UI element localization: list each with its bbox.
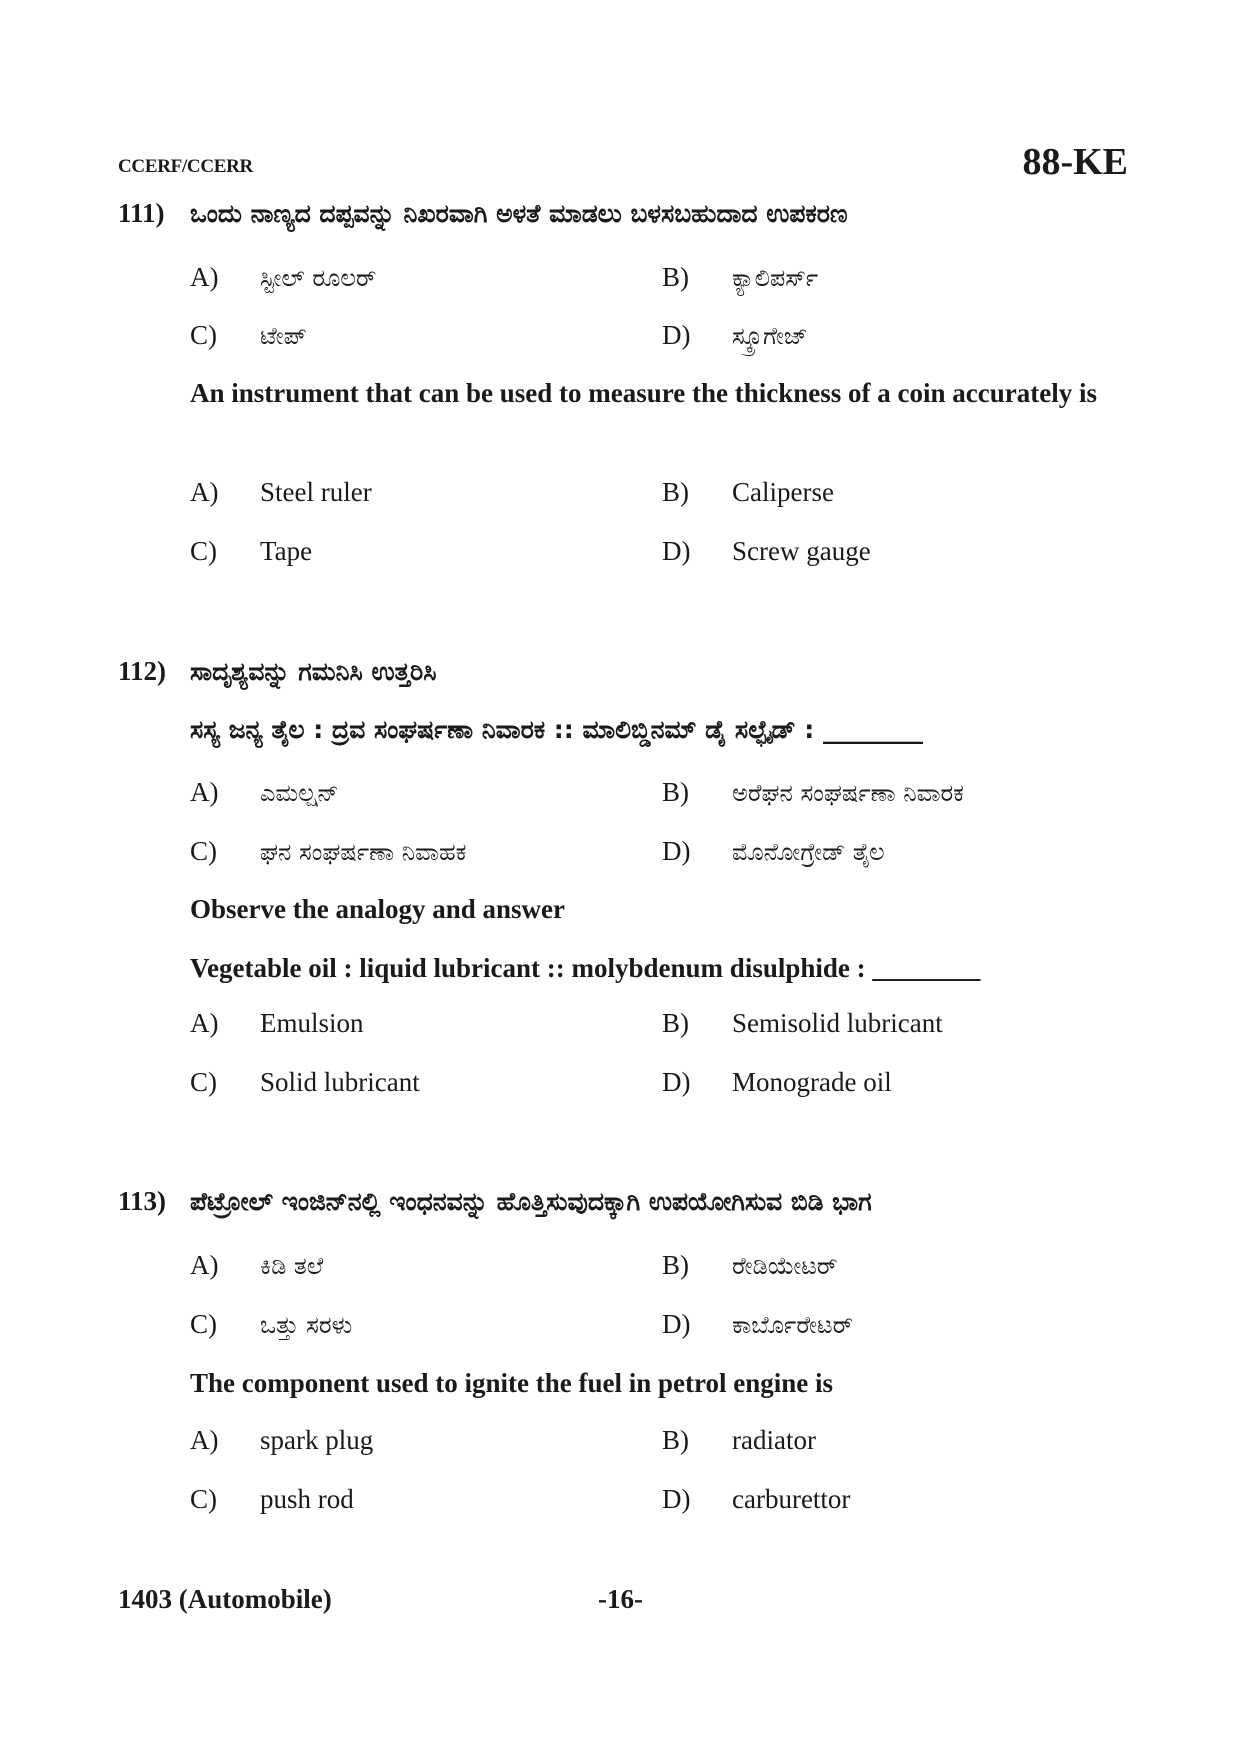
question-text: ಸಾದೃಶ್ಯವನ್ನು ಗಮನಿಸಿ ಉತ್ತರಿಸಿ [190,657,437,686]
option-b-kannada[interactable]: B) ಅರೆಘನ ಸಂಘರ್ಷಣಾ ನಿವಾರಕ [662,777,964,807]
option-d-english[interactable]: D) carburettor [662,1484,851,1514]
question-113-english: The component used to ignite the fuel in petrol engine is [190,1368,834,1398]
question-112-analogy-english: Vegetable oil : liquid lubricant :: molybdenum disulphide : ________ [190,953,981,983]
series-code: 88-KE [1022,141,1128,183]
option-d-kannada[interactable]: D) ಕಾರ್ಬೊರೇಟರ್ [662,1309,854,1339]
option-d-english[interactable]: D) Monograde oil [662,1067,892,1097]
option-a-english[interactable]: A) Emulsion [190,1008,364,1038]
option-d-kannada[interactable]: D) ಸ್ಕ್ರೂಗೇಜ್ [662,320,808,350]
option-d-kannada[interactable]: D) ಮೊನೋಗ್ರೇಡ್ ತೈಲ [662,836,885,866]
page-number: -16- [598,1584,643,1614]
question-111-english: An instrument that can be used to measure the thickness of a coin accurately is [190,378,1097,408]
option-b-kannada[interactable]: B) ಕ್ಯಾಲಿಪರ್ಸ್ [662,262,819,292]
question-number: 113) [118,1186,167,1216]
option-b-english[interactable]: B) Semisolid lubricant [662,1008,943,1038]
paper-code: CCERF/CCERR [118,156,253,177]
question-text: ಪೆಟ್ರೋಲ್ ಇಂಜಿನ್‌ನಲ್ಲಿ ಇಂಧನವನ್ನು ಹೊತ್ತಿಸುವುದಕ್ಕಾಗಿ ಉಪಯೋಗಿಸುವ ಬಿಡಿ ಭಾಗ [190,1187,872,1216]
option-c-english[interactable]: C) Solid lubricant [190,1067,420,1097]
option-a-kannada[interactable]: A) ಕಿಡಿ ತಲೆ [190,1250,324,1280]
option-a-kannada[interactable]: A) ಎಮಲ್ಷನ್ [190,777,339,807]
question-text: ಒಂದು ನಾಣ್ಯದ ದಪ್ಪವನ್ನು ನಿಖರವಾಗಿ ಅಳತೆ ಮಾಡಲು ಬಳಸಬಹುದಾದ ಉಪಕರಣ [190,199,848,228]
option-c-kannada[interactable]: C) ಟೇಪ್ [190,320,307,350]
option-c-english[interactable]: C) push rod [190,1484,354,1514]
option-b-english[interactable]: B) Caliperse [662,477,834,507]
footer-subject: 1403 (Automobile) [118,1584,332,1614]
option-a-kannada[interactable]: A) ಸ್ಟೀಲ್ ರೂಲರ್ [190,262,377,292]
question-112-english: Observe the analogy and answer [190,894,566,924]
option-c-kannada[interactable]: C) ಒತ್ತು ಸರಳು [190,1309,353,1339]
option-a-english[interactable]: A) Steel ruler [190,477,372,507]
question-113-kannada [118,1186,872,1217]
question-112-analogy-kannada: ಸಸ್ಯ ಜನ್ಯ ತೈಲ : ದ್ರವ ಸಂಘರ್ಷಣಾ ನಿವಾರಕ :: ಮಾಲಿಬ್ಡಿನಮ್ ಡೈ ಸಲ್ಫೈಡ್ : ________ [190,715,923,744]
option-b-english[interactable]: B) radiator [662,1425,816,1455]
question-111-kannada [118,198,848,229]
question-number: 112) [118,656,167,686]
option-c-english[interactable]: C) Tape [190,536,313,566]
option-c-kannada[interactable]: C) ಘನ ಸಂಘರ್ಷಣಾ ನಿವಾಹಕ [190,836,467,866]
option-a-english[interactable]: A) spark plug [190,1425,374,1455]
option-d-english[interactable]: D) Screw gauge [662,536,871,566]
option-b-kannada[interactable]: B) ರೇಡಿಯೇಟರ್ [662,1250,838,1280]
question-112-kannada [118,656,436,687]
question-number: 111) [118,198,165,228]
